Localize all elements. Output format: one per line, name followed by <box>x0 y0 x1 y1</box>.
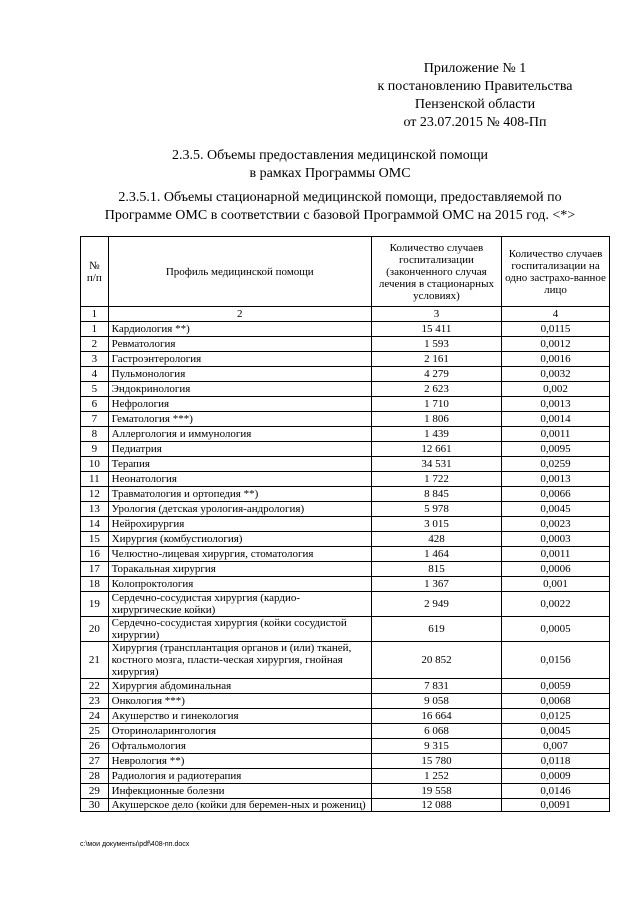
row-count: 1 593 <box>371 337 501 352</box>
table-row <box>81 322 610 337</box>
table-row <box>81 367 610 382</box>
row-number: 26 <box>81 739 109 754</box>
row-count: 9 058 <box>371 694 501 709</box>
table-row <box>81 352 610 367</box>
row-number: 29 <box>81 784 109 799</box>
row-count: 3 015 <box>371 517 501 532</box>
row-profile: Торакальная хирургия <box>108 562 371 577</box>
header-profile: Профиль медицинской помощи <box>108 237 371 307</box>
header-count: Количество случаев госпитализации (законченного случая лечения в стационарных условиях) <box>371 237 501 307</box>
row-rate: 0,0032 <box>502 367 610 382</box>
table-row <box>81 337 610 352</box>
row-rate: 0,0011 <box>502 547 610 562</box>
row-count: 2 949 <box>371 592 501 617</box>
row-rate: 0,0125 <box>502 709 610 724</box>
row-rate: 0,0068 <box>502 694 610 709</box>
row-profile: Ревматология <box>108 337 371 352</box>
row-profile: Аллергология и иммунология <box>108 427 371 442</box>
row-count: 4 279 <box>371 367 501 382</box>
table-row <box>81 592 610 617</box>
row-profile: Терапия <box>108 457 371 472</box>
row-count: 428 <box>371 532 501 547</box>
table-row <box>81 562 610 577</box>
row-count: 1 439 <box>371 427 501 442</box>
table-row <box>81 784 610 799</box>
row-profile: Гематология ***) <box>108 412 371 427</box>
row-count: 8 845 <box>371 487 501 502</box>
row-profile: Неврология **) <box>108 754 371 769</box>
row-number: 13 <box>81 502 109 517</box>
section-title-line1: 2.3.5. Объемы предоставления медицинской помощи <box>172 148 488 163</box>
row-number: 2 <box>81 337 109 352</box>
row-number: 14 <box>81 517 109 532</box>
table-row <box>81 617 610 642</box>
row-rate: 0,0259 <box>502 457 610 472</box>
row-rate: 0,0156 <box>502 642 610 679</box>
row-rate: 0,0011 <box>502 427 610 442</box>
row-rate: 0,0012 <box>502 337 610 352</box>
table-header-row <box>81 237 610 307</box>
row-rate: 0,0059 <box>502 679 610 694</box>
table-row <box>81 799 610 812</box>
row-profile: Травматология и ортопедия **) <box>108 487 371 502</box>
row-profile: Акушерство и гинекология <box>108 709 371 724</box>
row-count: 1 367 <box>371 577 501 592</box>
resolution-date-number: от 23.07.2015 № 408-Пп <box>403 115 547 130</box>
row-number: 21 <box>81 642 109 679</box>
row-number: 18 <box>81 577 109 592</box>
header-per-capita: Количество случаев госпитализации на одно застрахо-ванное лицо <box>502 237 610 307</box>
column-number: 1 <box>81 307 109 322</box>
row-number: 24 <box>81 709 109 724</box>
row-count: 2 161 <box>371 352 501 367</box>
table-row <box>81 517 610 532</box>
row-number: 8 <box>81 427 109 442</box>
table-row <box>81 532 610 547</box>
subsection-title-line1: 2.3.5.1. Объемы стационарной медицинской помощи, предоставляемой по <box>118 190 562 205</box>
row-count: 1 464 <box>371 547 501 562</box>
row-number: 15 <box>81 532 109 547</box>
table-row <box>81 769 610 784</box>
row-number: 11 <box>81 472 109 487</box>
row-profile: Колопроктология <box>108 577 371 592</box>
row-number: 22 <box>81 679 109 694</box>
row-count: 815 <box>371 562 501 577</box>
row-rate: 0,0014 <box>502 412 610 427</box>
row-count: 1 252 <box>371 769 501 784</box>
row-rate: 0,0045 <box>502 724 610 739</box>
table-row <box>81 442 610 457</box>
column-number: 3 <box>371 307 501 322</box>
header-num: № п/п <box>81 237 109 307</box>
table-row <box>81 502 610 517</box>
row-number: 3 <box>81 352 109 367</box>
table-row <box>81 679 610 694</box>
row-rate: 0,0013 <box>502 397 610 412</box>
row-profile: Сердечно-сосудистая хирургия (койки сосудистой хирургии) <box>108 617 371 642</box>
row-count: 6 068 <box>371 724 501 739</box>
section-title-line2: в рамках Программы ОМС <box>249 166 411 181</box>
row-profile: Челюстно-лицевая хирургия, стоматология <box>108 547 371 562</box>
row-count: 16 664 <box>371 709 501 724</box>
appendix-label: Приложение № 1 <box>423 61 527 76</box>
table-row <box>81 709 610 724</box>
table-row <box>81 577 610 592</box>
row-rate: 0,0006 <box>502 562 610 577</box>
row-number: 16 <box>81 547 109 562</box>
row-profile: Хирургия (трансплантация органов и (или) тканей, костного мозга, пласти-ческая хирургия, гнойная хирургия) <box>108 642 371 679</box>
table-row <box>81 457 610 472</box>
row-profile: Пульмонология <box>108 367 371 382</box>
volumes-table <box>80 236 610 812</box>
table-row <box>81 397 610 412</box>
row-number: 25 <box>81 724 109 739</box>
subsection-title-line2: Программе ОМС в соответствии с базовой Программой ОМС на 2015 год. <*> <box>104 208 576 223</box>
row-rate: 0,001 <box>502 577 610 592</box>
row-count: 1 722 <box>371 472 501 487</box>
row-profile: Сердечно-сосудистая хирургия (кардио-хирургические койки) <box>108 592 371 617</box>
row-rate: 0,0022 <box>502 592 610 617</box>
table-row <box>81 427 610 442</box>
row-count: 1 710 <box>371 397 501 412</box>
row-rate: 0,0095 <box>502 442 610 457</box>
row-profile: Радиология и радиотерапия <box>108 769 371 784</box>
row-rate: 0,0146 <box>502 784 610 799</box>
row-number: 7 <box>81 412 109 427</box>
row-number: 5 <box>81 382 109 397</box>
row-count: 34 531 <box>371 457 501 472</box>
column-number: 4 <box>502 307 610 322</box>
row-rate: 0,0013 <box>502 472 610 487</box>
row-profile: Нефрология <box>108 397 371 412</box>
table-row <box>81 739 610 754</box>
table-row <box>81 472 610 487</box>
row-number: 27 <box>81 754 109 769</box>
row-number: 6 <box>81 397 109 412</box>
row-count: 15 780 <box>371 754 501 769</box>
row-profile: Гастроэнтерология <box>108 352 371 367</box>
row-count: 12 088 <box>371 799 501 812</box>
row-rate: 0,0091 <box>502 799 610 812</box>
row-count: 7 831 <box>371 679 501 694</box>
row-profile: Онкология ***) <box>108 694 371 709</box>
row-profile: Урология (детская урология-андрология) <box>108 502 371 517</box>
row-rate: 0,0016 <box>502 352 610 367</box>
row-number: 30 <box>81 799 109 812</box>
row-count: 19 558 <box>371 784 501 799</box>
row-rate: 0,0009 <box>502 769 610 784</box>
row-number: 12 <box>81 487 109 502</box>
row-count: 619 <box>371 617 501 642</box>
row-count: 2 623 <box>371 382 501 397</box>
row-count: 20 852 <box>371 642 501 679</box>
subsection-title <box>70 189 610 225</box>
row-rate: 0,0045 <box>502 502 610 517</box>
row-profile: Инфекционные болезни <box>108 784 371 799</box>
table-row <box>81 754 610 769</box>
row-profile: Неонатология <box>108 472 371 487</box>
row-rate: 0,0118 <box>502 754 610 769</box>
row-number: 9 <box>81 442 109 457</box>
row-number: 1 <box>81 322 109 337</box>
row-rate: 0,0003 <box>502 532 610 547</box>
row-count: 9 315 <box>371 739 501 754</box>
table-row <box>81 547 610 562</box>
column-number: 2 <box>108 307 371 322</box>
row-number: 19 <box>81 592 109 617</box>
table-body <box>81 322 610 812</box>
row-count: 12 661 <box>371 442 501 457</box>
row-profile: Хирургия абдоминальная <box>108 679 371 694</box>
row-number: 10 <box>81 457 109 472</box>
table-row <box>81 642 610 679</box>
row-number: 20 <box>81 617 109 642</box>
row-number: 4 <box>81 367 109 382</box>
column-number-row <box>81 307 610 322</box>
row-count: 5 978 <box>371 502 501 517</box>
table-row <box>81 382 610 397</box>
table-row <box>81 487 610 502</box>
row-rate: 0,007 <box>502 739 610 754</box>
table-row <box>81 724 610 739</box>
row-rate: 0,0023 <box>502 517 610 532</box>
row-profile: Офтальмология <box>108 739 371 754</box>
row-count: 1 806 <box>371 412 501 427</box>
row-rate: 0,0115 <box>502 322 610 337</box>
table-row <box>81 694 610 709</box>
row-count: 15 411 <box>371 322 501 337</box>
file-path-footer: c:\мои документы\pdf\408-пп.docx <box>80 841 190 848</box>
row-profile: Оториноларингология <box>108 724 371 739</box>
row-number: 23 <box>81 694 109 709</box>
row-profile: Эндокринология <box>108 382 371 397</box>
row-profile: Акушерское дело (койки для беремен-ных и рожениц) <box>108 799 371 812</box>
row-profile: Кардиология **) <box>108 322 371 337</box>
row-number: 17 <box>81 562 109 577</box>
region-label: Пензенской области <box>414 97 536 112</box>
row-rate: 0,002 <box>502 382 610 397</box>
row-profile: Педиатрия <box>108 442 371 457</box>
document-header <box>330 60 620 132</box>
row-rate: 0,0005 <box>502 617 610 642</box>
row-rate: 0,0066 <box>502 487 610 502</box>
resolution-label: к постановлению Правительства <box>377 79 573 94</box>
row-profile: Хирургия (комбустиология) <box>108 532 371 547</box>
table-row <box>81 412 610 427</box>
row-profile: Нейрохирургия <box>108 517 371 532</box>
row-number: 28 <box>81 769 109 784</box>
section-title <box>60 147 600 183</box>
